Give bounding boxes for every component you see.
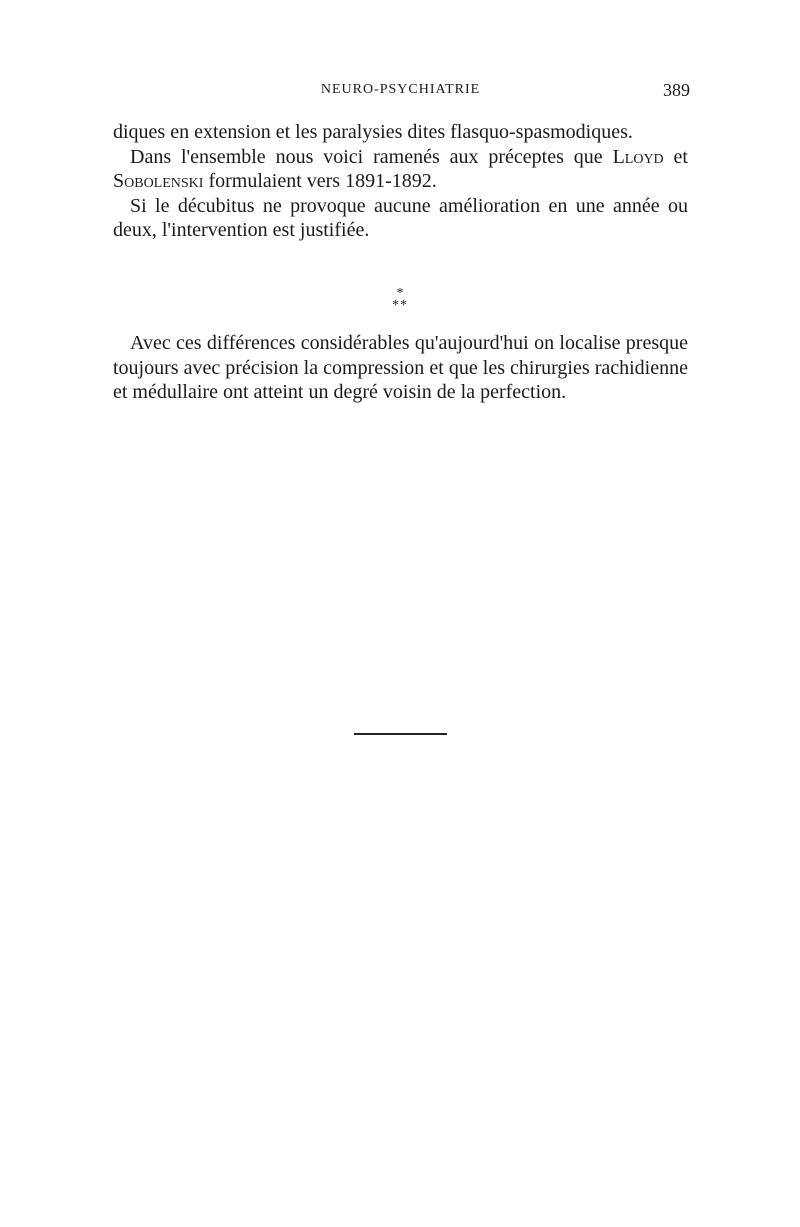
closing-text xyxy=(113,331,688,405)
paragraph-text: formulaient vers 1891-1892. xyxy=(203,170,437,192)
running-title: NEURO-PSYCHIATRIE xyxy=(320,82,481,97)
running-head xyxy=(113,80,688,104)
page-number: 389 xyxy=(663,80,690,100)
author-name-lloyd: Lloyd xyxy=(612,145,664,168)
paragraph-decubitus: Si le décubitus ne provoque aucune amélioration en une année ou deux, l'intervention est justifiée. xyxy=(113,194,688,241)
author-name-sobolenski: Sobolenski xyxy=(113,170,204,192)
paragraph-continued: diques en extension et les paralysies dites flasquo-spasmodiques. xyxy=(113,121,633,143)
paragraph-text: et xyxy=(663,145,688,168)
paragraph-closing: Avec ces différences considérables qu'aujourd'hui on localise presque toujours avec précision la compression et que les chirurgies rachidienne et médullaire ont atteint un degré voisin de la perfection. xyxy=(113,332,688,403)
paragraph-precepts xyxy=(113,145,688,194)
paragraph-text: Dans l'ensemble nous voici ramenés aux préceptes que xyxy=(130,145,613,168)
asterism-separator xyxy=(0,288,800,312)
body-text xyxy=(113,120,688,243)
asterism-bottom: ** xyxy=(392,298,408,313)
end-rule xyxy=(354,733,447,735)
asterism-top: * xyxy=(396,286,404,301)
